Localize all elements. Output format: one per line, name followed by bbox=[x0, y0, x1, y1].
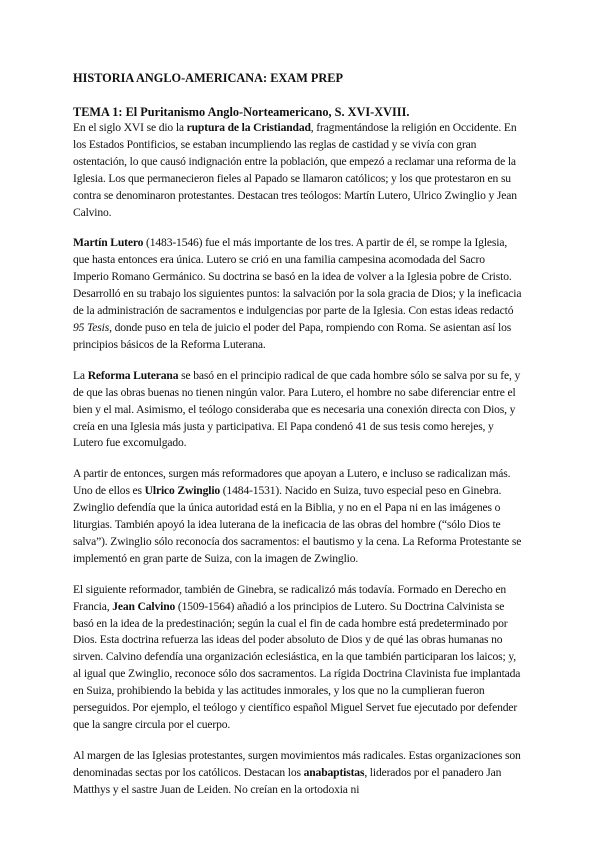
text-run: Al margen de las Iglesias protestantes, surgen movimientos más radicales. Estas organizaciones son denominadas sectas por los católicos. Destacan los bbox=[73, 748, 521, 779]
text-run: En el siglo XVI se dio la bbox=[73, 121, 187, 134]
text-run: El siguiente reformador, también de Ginebra, se radicalizó más todavía. Formado en Derecho en Francia, bbox=[73, 582, 507, 613]
text-run: (1509-1564) añadió a los principios de Lutero. Su Doctrina Calvinista se basó en la idea de la predestinación; según la cual el fin de cada hombre está predeterminado por Dios. Esta doctrina refuerza las ideas del poder absoluto de Dios y de qué las obras humanas no sirven. Calvino defendía una organización eclesiástica, en la que también participaran los laicos; y, al igual que Zwinglio, reconoce sólo dos sacramentos. La rígida Doctrina Clavinista fue implantada en Suiza, prohibiendo la bebida y las actitudes inmorales, y los que no la cumplieran fueron perseguidos. Por ejemplo, el teólogo y científico español Miguel Servet fue ejecutado por defender que la sangre circula por el cuerpo. bbox=[73, 599, 521, 731]
text-run: , donde puso en tela de juicio el poder del Papa, rompiendo con Roma. Se asientan así los principios básicos de la Reforma Luterana. bbox=[73, 320, 512, 351]
paragraph bbox=[73, 368, 522, 453]
text-run: se basó en el principio radical de que cada hombre sólo se salva por su fe, y de que las obras buenas no tienen ningún valor. Para Lutero, el hombre no sabe diferenciar entre el bien y el mal. Asimismo, el teólogo consideraba que es necesaria una conexión directa con Dios, y creía en una Iglesia más justa y participativa. El Papa condenó 41 de sus tesis como herejes, y Lutero fue excomulgado. bbox=[73, 368, 521, 450]
document-body bbox=[73, 120, 522, 799]
bold-term: anabaptistas bbox=[303, 765, 365, 779]
text-run: (1483-1546) fue el más importante de los tres. A partir de él, se rompe la Iglesia, que hasta entonces era única. Lutero se crió en una familia campesina acomodada del Sacro Imperio Romano Germánico. Su doctrina se basó en la idea de volver a la Iglesia pobre de Cristo. Desarrolló en su trabajo los siguientes puntos: la salvación por la sola gracia de Dios; y la ineficacia de la administración de sacramentos e indulgencias por parte de la Iglesia. Con estas ideas redactó bbox=[73, 236, 522, 318]
text-run: , liderados por el panadero Jan Matthys y el sastre Juan de Leiden. No creían en la ortodoxia ni bbox=[73, 765, 502, 796]
bold-term: Ulrico Zwinglio bbox=[144, 484, 221, 498]
bold-term: ruptura de la Cristiandad bbox=[186, 121, 311, 134]
bold-term: Martín Lutero bbox=[73, 236, 144, 250]
bold-term: Jean Calvino bbox=[112, 599, 176, 613]
topic-title: TEMA 1: El Puritanismo Anglo-Norteamericano, S. XVI-XVIII. bbox=[73, 105, 410, 119]
paragraph bbox=[73, 582, 522, 734]
paragraph bbox=[73, 120, 522, 221]
paragraph bbox=[73, 235, 522, 353]
text-run: , fragmentándose la religión en Occidente. En los Estados Pontificios, se estaban incumpliendo las reglas de castidad y se vivía con gran ostentación, lo que causó indignación entre la población, que empezó a reclamar una reforma de la Iglesia. Los que permanecieron fieles al Papado se llamaron católicos; y los que protestaron en su contra se denominaron protestantes. Destacan tres teólogos: Martín Lutero, Ulrico Zwinglio y Jean Calvino. bbox=[73, 121, 517, 219]
paragraph bbox=[73, 748, 522, 799]
paragraph bbox=[73, 466, 522, 567]
text-run: (1484-1531). Nacido en Suiza, tuvo especial peso en Ginebra. Zwinglio defendía que la única autoridad está en la Biblia, y no en el Papa ni en las imágenes o liturgias. También apoyó la idea luterana de la ineficacia de las obras del hombre (“sólo Dios te salva”). Zwinglio sólo reconocía dos sacramentos: el bautismo y la cena. La Reforma Protestante se implementó en gran parte de Suiza, con la imagen de Zwinglio. bbox=[73, 484, 522, 565]
bold-term: Reforma Luterana bbox=[87, 368, 179, 382]
text-run: La bbox=[73, 368, 88, 382]
text-run: A partir de entonces, surgen más reformadores que apoyan a Lutero, e incluso se radicalizan más. Uno de ellos es bbox=[73, 467, 511, 498]
italic-term: 95 Tesis bbox=[73, 320, 110, 334]
document-title: HISTORIA ANGLO-AMERICANA: EXAM PREP bbox=[73, 71, 343, 85]
